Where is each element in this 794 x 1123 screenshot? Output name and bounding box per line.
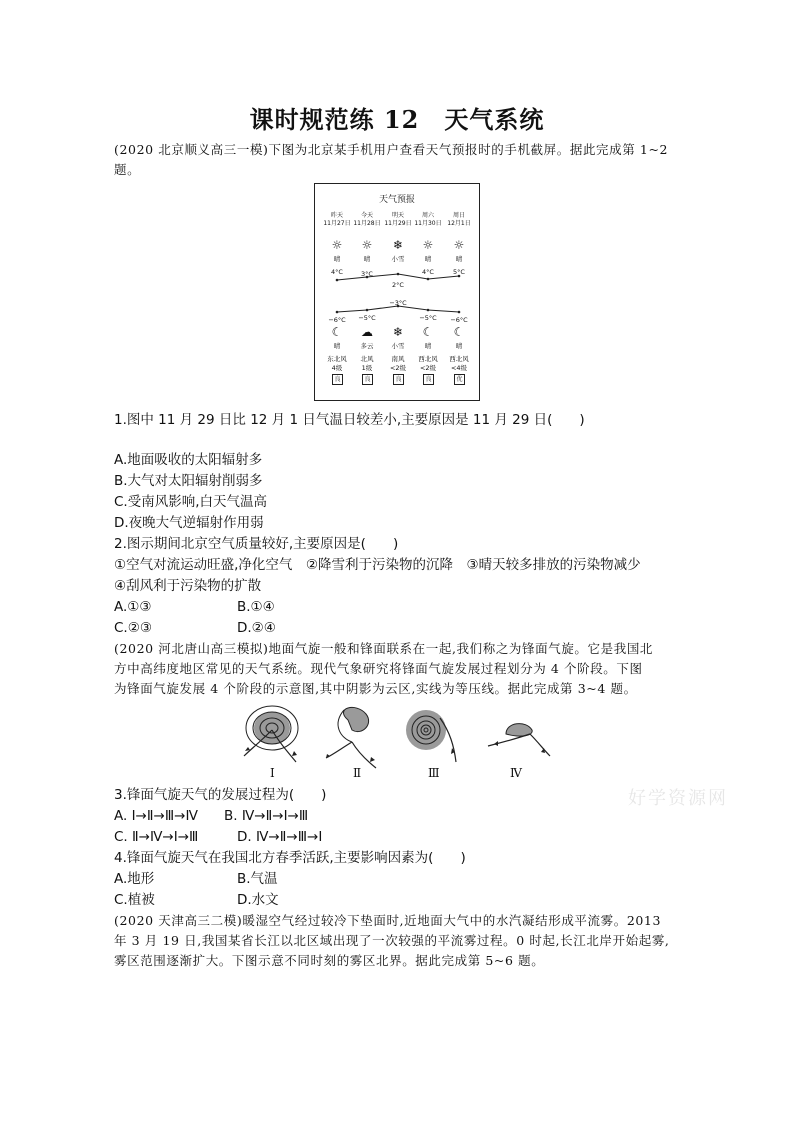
question-3: 3.锋面气旋天气的发展过程为( ) — [114, 787, 327, 803]
air-quality-badge: 优 — [454, 374, 465, 385]
q2-items-line2: ④刮风利于污染物的扩散 — [114, 578, 262, 594]
q2-option-d[interactable]: D.②④ — [237, 620, 276, 636]
night-weather-text: 晴 — [455, 342, 463, 350]
intro-1-line1: (2020 北京顺义高三一模)下图为北京某手机用户查看天气预报时的手机截屏。据此完成第 1~2 — [114, 142, 669, 157]
cloudy-moon-icon: ☁ — [361, 325, 373, 339]
low-temp-label: −3°C — [389, 299, 407, 307]
intro-2-line3: 为锋面气旋发展 4 个阶段的示意图,其中阴影为云区,实线为等压线。据此完成第 3~4 题。 — [114, 681, 637, 696]
wind-direction: 西北风 — [449, 355, 469, 363]
high-temp-label: 4°C — [422, 268, 434, 276]
day-weather-text: 晴 — [363, 255, 371, 263]
day-date: 11月29日 — [384, 220, 412, 227]
sun-icon: ☼ — [361, 238, 373, 252]
stage-label-1: Ⅰ — [270, 766, 275, 780]
low-temp-label: −6°C — [450, 316, 468, 324]
moon-icon: ☾ — [331, 325, 343, 339]
question-1: 1.图中 11 月 29 日比 12 月 1 日气温日较差小,主要原因是 11 月 29 日( ) — [114, 412, 585, 428]
page-title: 课时规范练 12 天气系统 — [249, 105, 545, 134]
day-name: 明天 — [391, 212, 404, 219]
q3-option-c[interactable]: C. Ⅱ→Ⅳ→Ⅰ→Ⅲ — [114, 829, 199, 845]
night-weather-text: 晴 — [424, 342, 432, 350]
air-quality-badge: 良 — [393, 374, 404, 385]
air-quality-badge: 良 — [362, 374, 373, 385]
q4-option-b[interactable]: B.气温 — [237, 871, 278, 887]
q1-option-c[interactable]: C.受南风影响,白天气温高 — [114, 494, 268, 510]
air-quality-badge: 良 — [423, 374, 434, 385]
stage-label-4: Ⅳ — [510, 766, 522, 780]
q4-option-a[interactable]: A.地形 — [114, 871, 155, 887]
day-date: 12月1日 — [447, 220, 471, 227]
intro-1-line2: 题。 — [114, 162, 141, 177]
high-point — [397, 273, 400, 276]
weather-forecast-figure — [314, 183, 480, 401]
q3-option-a[interactable]: A. Ⅰ→Ⅱ→Ⅲ→Ⅳ — [114, 808, 198, 824]
day-name: 周六 — [421, 212, 434, 219]
low-point — [366, 309, 369, 312]
wind-direction: 东北风 — [327, 355, 347, 363]
q4-option-c[interactable]: C.植被 — [114, 892, 155, 908]
watermark: 好学资源网 — [628, 788, 728, 809]
day-name: 昨天 — [330, 212, 343, 219]
intro-2-line1: (2020 河北唐山高三模拟)地面气旋一般和锋面联系在一起,我们称之为锋面气旋。它是我国北 — [114, 641, 654, 656]
stage-label-2: Ⅱ — [353, 766, 362, 780]
cyclone-stage-4 — [488, 724, 550, 756]
sun-icon: ☼ — [453, 238, 465, 252]
wind-direction: 西北风 — [418, 355, 438, 363]
high-temp-label: 2°C — [392, 281, 404, 289]
low-temp-label: −6°C — [328, 316, 346, 324]
cyclone-stage-1 — [244, 706, 298, 762]
wind-direction: 南风 — [391, 355, 405, 363]
high-temp-label: 3°C — [361, 270, 373, 278]
high-temp-label: 5°C — [453, 268, 465, 276]
q1-option-d[interactable]: D.夜晚大气逆辐射作用弱 — [114, 515, 264, 531]
q3-option-b[interactable]: B. Ⅳ→Ⅱ→Ⅰ→Ⅲ — [224, 808, 309, 824]
wind-level: <4级 — [450, 364, 468, 372]
low-point — [458, 311, 461, 314]
question-2: 2.图示期间北京空气质量较好,主要原因是( ) — [114, 536, 399, 552]
day-date: 11月27日 — [323, 220, 351, 227]
q2-option-c[interactable]: C.②③ — [114, 620, 152, 636]
weather-title: 天气预报 — [378, 195, 415, 205]
intro-2 — [114, 639, 653, 699]
day-date: 11月30日 — [414, 220, 442, 227]
moon-icon: ☾ — [453, 325, 465, 339]
sun-icon: ☼ — [422, 238, 434, 252]
intro-3-line3: 雾区范围逐渐扩大。下图示意不同时刻的雾区北界。据此完成第 5~6 题。 — [114, 953, 545, 968]
air-quality-badge: 良 — [332, 374, 343, 385]
night-weather-text: 晴 — [333, 342, 341, 350]
day-name: 今天 — [360, 212, 373, 219]
night-weather-text: 多云 — [360, 342, 374, 350]
high-point — [336, 279, 339, 282]
wind-level: <2级 — [389, 364, 407, 372]
day-weather-text: 小雪 — [391, 255, 405, 263]
day-name: 周日 — [452, 212, 465, 219]
cyclone-stage-3 — [406, 710, 456, 762]
question-4: 4.锋面气旋天气在我国北方春季活跃,主要影响因素为( ) — [114, 850, 466, 866]
sun-icon: ☼ — [331, 238, 343, 252]
wind-direction: 北风 — [360, 355, 374, 363]
day-date: 11月28日 — [353, 220, 381, 227]
snow-icon: ❄ — [392, 325, 404, 339]
high-temp-label: 4°C — [331, 268, 343, 276]
low-temp-label: −5°C — [419, 314, 437, 322]
moon-icon: ☾ — [422, 325, 434, 339]
wind-level: 4级 — [331, 364, 343, 372]
low-point — [427, 309, 430, 312]
q1-option-b[interactable]: B.大气对太阳辐射削弱多 — [114, 473, 263, 489]
high-point — [427, 278, 430, 281]
day-weather-text: 晴 — [333, 255, 341, 263]
q1-option-a[interactable]: A.地面吸收的太阳辐射多 — [114, 452, 263, 468]
wind-level: <2级 — [419, 364, 437, 372]
cyclone-stage-2 — [326, 707, 376, 768]
intro-3-line2: 年 3 月 19 日,我国某省长江以北区域出现了一次较强的平流雾过程。0 时起,长江北岸开始起雾, — [114, 933, 670, 948]
day-weather-text: 晴 — [455, 255, 463, 263]
night-weather-text: 小雪 — [391, 342, 405, 350]
q2-items-line1: ①空气对流运动旺盛,净化空气 ②降雪利于污染物的沉降 ③晴天较多排放的污染物减少 — [114, 557, 641, 573]
intro-3-line1: (2020 天津高三二模)暖湿空气经过较冷下垫面时,近地面大气中的水汽凝结形成平流雾。2013 — [114, 913, 662, 928]
q3-option-d[interactable]: D. Ⅳ→Ⅱ→Ⅲ→Ⅰ — [237, 829, 323, 845]
q4-option-d[interactable]: D.水文 — [237, 892, 279, 908]
q2-option-b[interactable]: B.①④ — [237, 599, 275, 615]
low-temp-label: −5°C — [358, 314, 376, 322]
low-point — [336, 311, 339, 314]
day-weather-text: 晴 — [424, 255, 432, 263]
stage-label-3: Ⅲ — [428, 766, 440, 780]
snow-icon: ❄ — [392, 238, 404, 252]
intro-1 — [114, 140, 668, 180]
q2-option-a[interactable]: A.①③ — [114, 599, 152, 615]
intro-2-line2: 方中高纬度地区常见的天气系统。现代气象研究将锋面气旋发展过程划分为 4 个阶段。下图 — [114, 661, 643, 676]
intro-3 — [114, 911, 670, 971]
wind-level: 1级 — [361, 364, 373, 372]
